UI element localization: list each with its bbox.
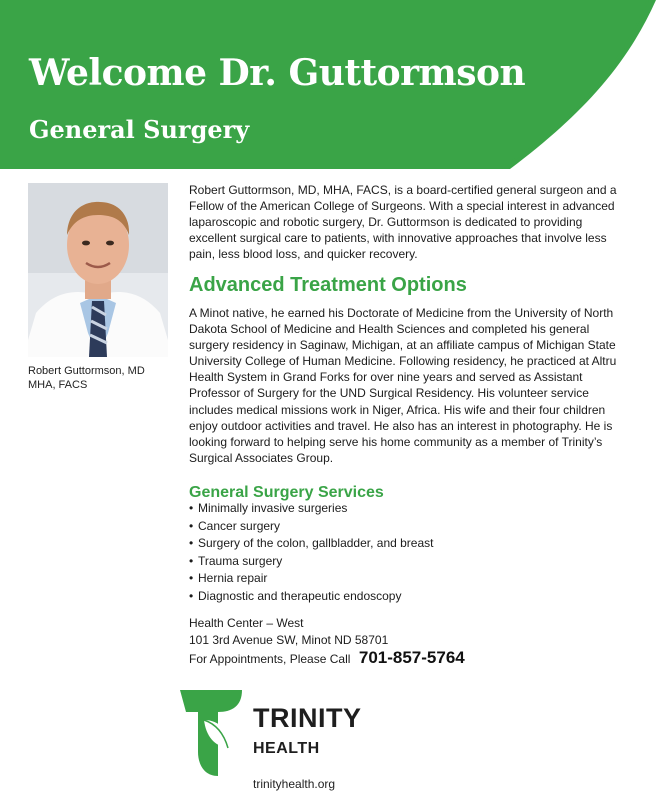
biography-paragraph: A Minot native, he earned his Doctorate of Medicine from the University of North Dakota School of Medicine and Health Sciences and completed his general surgery residency in Saginaw, Michigan, at an affiliate campus of Michigan State University College of Human Medicine. Following residency, he practiced at Altru Health System in Grand Forks for over nine years and served as Assistant Professor of Surgery for the UND Surgical Residency. His volunteer service includes medical missions work in Niger, Africa. His wife and their four children enjoy outdoor activities and travel. He also has an interest in photography. He is looking forward to helping serve his home community as a member of Trinity’s Surgical Associates Group.	[189, 306, 617, 465]
list-item: • Surgery of the colon, gallbladder, and breast	[189, 535, 434, 553]
appointment-phone-link[interactable]: 701-857-5764	[358, 648, 465, 667]
list-item: • Trauma surgery	[189, 553, 434, 571]
advanced-treatment-heading: Advanced Treatment Options	[189, 274, 467, 296]
logo-wordmark-trinity: TRINITY	[253, 703, 362, 733]
doctor-photo	[28, 183, 168, 357]
appointment-line	[189, 648, 465, 668]
appointment-label: For Appointments, Please Call	[189, 652, 351, 666]
doctor-portrait-image	[28, 183, 168, 357]
bullet-icon: •	[189, 588, 194, 603]
services-heading: General Surgery Services	[189, 484, 384, 501]
intro-paragraph: Robert Guttormson, MD, MHA, FACS, is a board-certified general surgeon and a Fellow of the American College of Surgeons. With a special interest in advanced laparoscopic and robotic surgery, Dr. Guttormson is dedicated to providing excellent surgical care to patients, with innovative approaches that involve less pain, less blood loss, and quicker recovery.	[189, 183, 617, 262]
list-item: • Minimally invasive surgeries	[189, 500, 434, 518]
bullet-icon: •	[189, 571, 194, 586]
list-item: • Hernia repair	[189, 570, 434, 588]
bullet-icon: •	[189, 536, 194, 551]
location-block	[189, 615, 629, 649]
list-item: • Cancer surgery	[189, 518, 434, 536]
page-subtitle: General Surgery	[29, 115, 250, 144]
bullet-icon: •	[189, 553, 194, 568]
location-address: 101 3rd Avenue SW, Minot ND 58701	[189, 633, 389, 647]
trinity-logo-icon	[180, 690, 242, 776]
page-title: Welcome Dr. Guttormson	[29, 52, 526, 94]
header-banner	[0, 0, 656, 169]
bullet-icon: •	[189, 501, 194, 515]
caption-name: Robert Guttormson, MD	[28, 365, 145, 377]
photo-caption	[28, 364, 178, 392]
caption-credentials: MHA, FACS	[28, 379, 88, 391]
services-list	[189, 500, 434, 606]
bullet-icon: •	[189, 518, 194, 533]
location-name: Health Center – West	[189, 616, 304, 630]
logo-wordmark-health: HEALTH	[253, 740, 320, 757]
website-link[interactable]: trinityhealth.org	[253, 777, 336, 791]
list-item: • Diagnostic and therapeutic endoscopy	[189, 588, 434, 606]
